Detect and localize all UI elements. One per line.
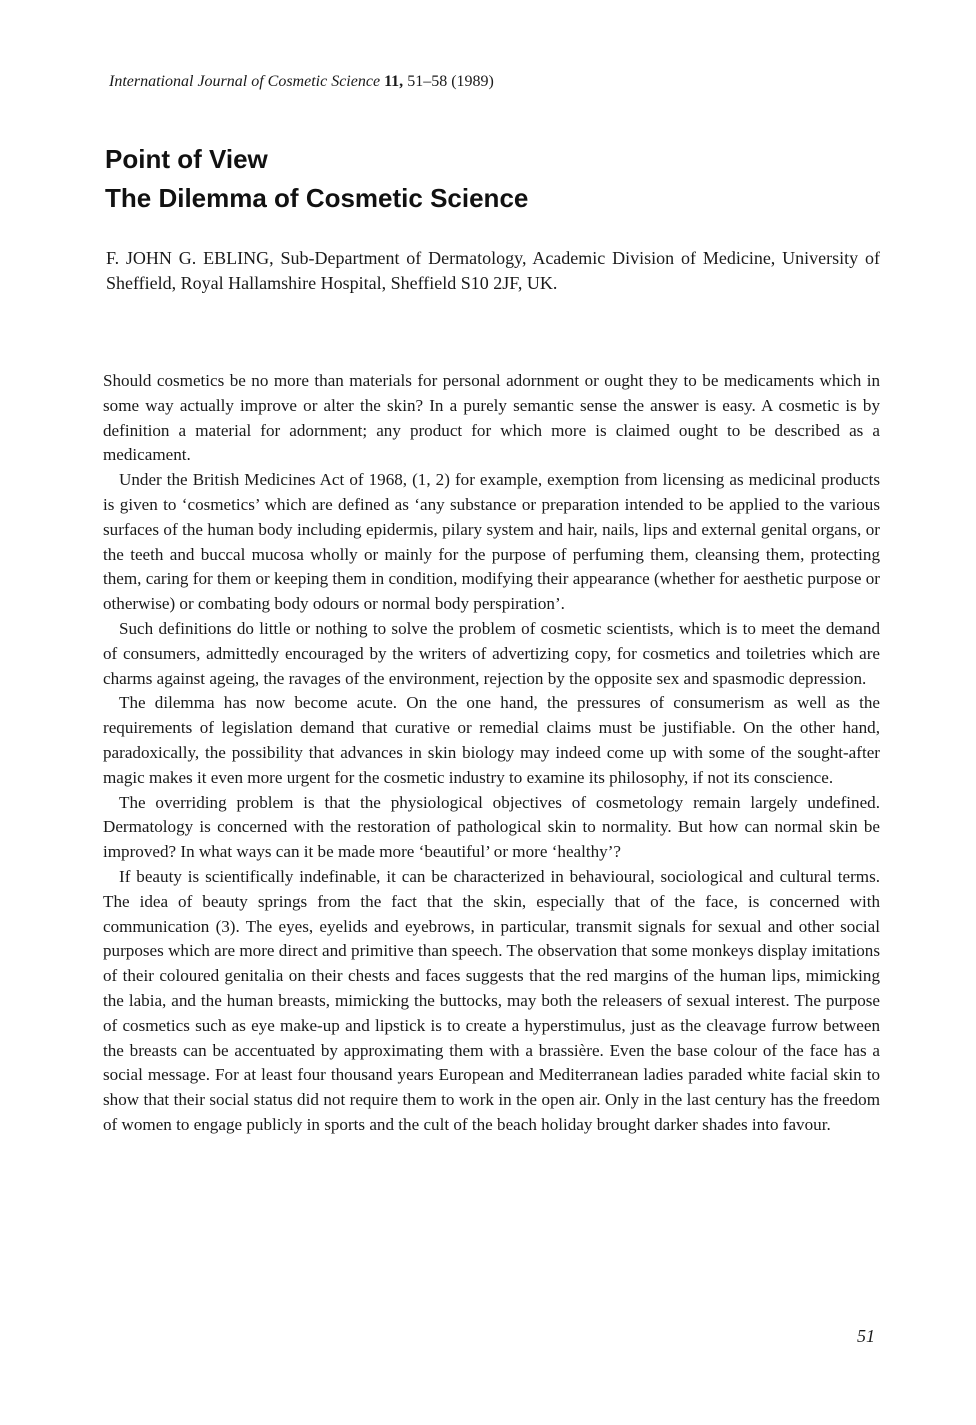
journal-name: International Journal of Cosmetic Science: [109, 73, 381, 90]
body-paragraph: Such definitions do little or nothing to solve the problem of cosmetic scientists, which is to meet the demand of consumers, admittedly encouraged by the writers of advertizing copy, for cosmetics and toiletries which are charms against ageing, the ravages of the environment, rejection by the opposite sex and spasmodic depression.: [103, 618, 880, 688]
page-number: 51: [857, 1326, 875, 1346]
journal-pages-year: 51–58 (1989): [407, 73, 494, 90]
journal-volume: 11,: [384, 73, 404, 90]
journal-citation: [109, 72, 494, 92]
article-body: [103, 369, 880, 1138]
article-title-main: The Dilemma of Cosmetic Science: [105, 183, 529, 213]
body-paragraph: Should cosmetics be no more than materials for personal adornment or ought they to be medicaments which in some way actually improve or alter the skin? In a purely semantic sense the answer is easy. A cosmetic is by definition a material for adornment; any product for which more is claimed ought to be described as a medicament.: [103, 371, 880, 465]
body-paragraph: The dilemma has now become acute. On the one hand, the pressures of consumerism as well as the requirements of legislation demand that curative or remedial claims must be justifiable. On the other hand, paradoxically, the possibility that advances in skin biology may indeed come up with some of the sought-after magic makes it even more urgent for the cosmetic industry to examine its philosophy, if not its conscience.: [103, 693, 880, 787]
body-paragraph: The overriding problem is that the physiological objectives of cosmetology remain largely undefined. Dermatology is concerned with the restoration of pathological skin to normality. But how can normal skin be improved? In what ways can it be made more ‘beautiful’ or more ‘healthy’?: [103, 792, 880, 862]
body-paragraph: If beauty is scientifically indefinable, it can be characterized in behavioural, sociological and cultural terms. The idea of beauty springs from the fact that the skin, especially that of the face, is concerned with communication (3). The eyes, eyelids and eyebrows, in particular, transmit signals for sexual and other social purposes which are more direct and primitive than speech. The observation that some monkeys display imitations of their coloured genitalia on their chests and faces suggests that the red margins of the human lips, mimicking the labia, and the human breasts, mimicking the buttocks, may both the releasers of sexual interest. The purpose of cosmetics such as eye make-up and lipstick is to create a hyperstimulus, just as the cleavage furrow between the breasts can be accentuated by approximating them with a brassière. Even the base colour of the face has a social message. For at least four thousand years European and Mediterranean ladies paraded white facial skin to show that their social status did not require them to work in the open air. Only in the last century has the freedom of women to engage publicly in sports and the cult of the beach holiday brought darker shades into favour.: [103, 866, 880, 1134]
article-title: [105, 140, 528, 218]
author-affiliation: [106, 246, 880, 296]
body-paragraph: Under the British Medicines Act of 1968, (1, 2) for example, exemption from licensing as medicinal products is given to ‘cosmetics’ which are defined as ‘any substance or preparation intended to be applied to the various surfaces of the human body including epidermis, pilary system and hair, nails, lips and external genital organs, or the teeth and buccal mucosa wholly or mainly for the purpose of perfuming them, cleansing them, protecting them, caring for them or keeping them in condition, modifying their appearance (whether for aesthetic purpose or otherwise) or combating body odours or normal body perspiration’.: [103, 470, 880, 614]
author-name: F. JOHN G. EBLING,: [106, 248, 274, 268]
article-title-section: Point of View: [105, 144, 268, 174]
affiliation-text: Sub-Department of Dermatology, Academic Division of Medicine, University of Sheffield, Royal Hallamshire Hospital, Sheffield S10 2JF, UK.: [106, 248, 881, 293]
